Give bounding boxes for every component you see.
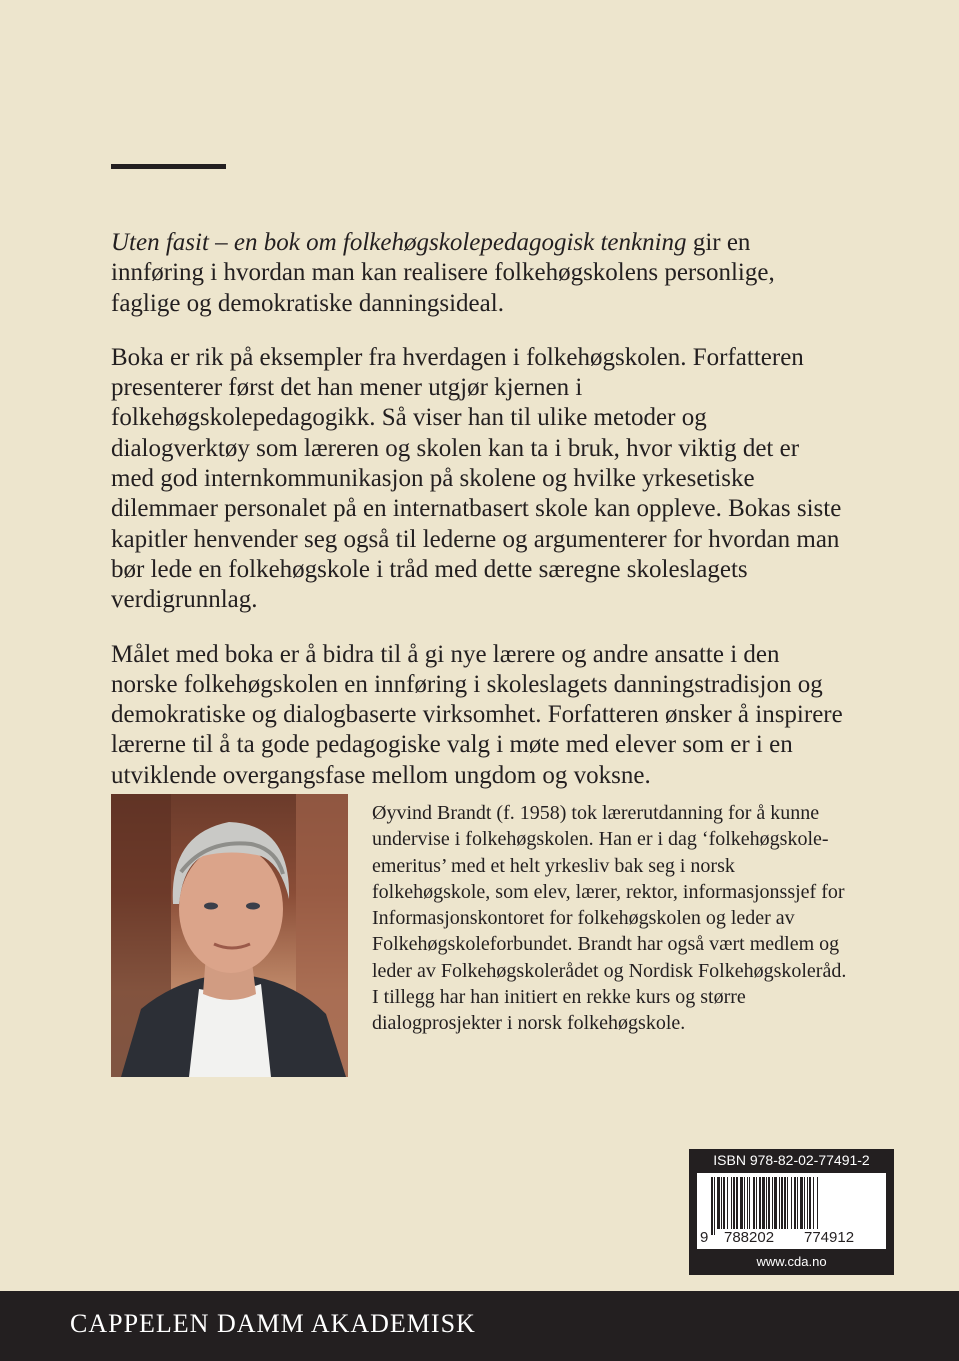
- barcode-bar: [714, 1177, 715, 1235]
- barcode-bar: [747, 1177, 748, 1229]
- barcode-bar: [723, 1177, 725, 1229]
- barcode-digits: [697, 1229, 886, 1249]
- barcode-digits-left: 788202: [724, 1229, 775, 1246]
- barcode-digit-first: 9: [700, 1229, 709, 1246]
- barcode-bar: [768, 1177, 770, 1229]
- blurb-paragraph-2: Boka er rik på eksempler fra hverdagen i folkehøgskolen. Forfatteren presenterer først det han mener utgjør kjernen i folkehøgskolepedagogikk. Så viser han til ulike metoder og dialogverktøy som læreren og skolen kan ta i bruk, hvor viktig det er med god internkommunikasjon på skolene og hvilke yrkesetiske dilemmaer personalet på en internatbasert skole kan oppleve. Bokas siste kapitler henvender seg også til lederne og argumenterer for hvordan man bør lede en folkehøgskole i tråd med dette særegne skoleslagets verdigrunnlag.: [111, 343, 842, 614]
- barcode-bar: [787, 1177, 788, 1229]
- barcode-bar: [736, 1177, 738, 1229]
- author-bio: Øyvind Brandt (f. 1958) tok lærerutdanning for å kunne undervise i folkehøgskolen. Han er i dag ‘folkehøgskole-emeritus’ med et helt yrkesliv bak seg i norsk folkehøgskole, som elev, lærer, rektor, informasjonssjef for Informasjonskontoret for folkehøgskolen og leder av Folkehøgskoleforbundet. Brandt har også vært medlem og leder av Folkehøgskolerådet og Nordisk Folkehøgskoleråd. I tillegg har han initiert en rekke kurs og større dialogprosjekter i norsk folkehøgskole.: [372, 802, 847, 1035]
- blurb-paragraph-1: [111, 228, 846, 319]
- barcode-bar: [762, 1177, 765, 1229]
- barcode-bar: [794, 1177, 796, 1229]
- barcode-bar: [781, 1177, 783, 1229]
- barcode: [697, 1173, 886, 1249]
- barcode-bar: [774, 1177, 777, 1229]
- barcode-bar: [804, 1177, 805, 1229]
- book-title-italic: Uten fasit – en bok om folkehøgskolepedagogisk tenkning: [111, 229, 687, 256]
- barcode-bar: [779, 1177, 780, 1229]
- author-photo: [111, 794, 348, 1077]
- publisher-url: www.cda.no: [756, 1254, 827, 1269]
- barcode-bar: [791, 1177, 792, 1229]
- barcode-bar: [711, 1177, 713, 1235]
- barcode-digits-right: 774912: [804, 1229, 855, 1246]
- barcode-bar: [772, 1177, 773, 1229]
- barcode-bar: [766, 1177, 767, 1235]
- barcode-bar: [749, 1177, 750, 1229]
- publisher-logo: CAPPELEN DAMM AKADEMISK: [70, 1309, 476, 1338]
- back-cover-blurb: [111, 228, 846, 815]
- barcode-bar: [753, 1177, 755, 1229]
- barcode-bar: [817, 1177, 818, 1235]
- barcode-bar: [756, 1177, 757, 1229]
- barcode-bar: [740, 1177, 743, 1229]
- isbn-barcode-block: [689, 1149, 894, 1275]
- blurb-paragraph-3: Målet med boka er å bidra til å gi nye lærere og andre ansatte i den norske folkehøgskolen en innføring i skoleslagets danningstradisjon og demokratiske og dialogbaserte virksomhet. Forfatteren ønsker å inspirere lærerne til å ta gode pedagogiske valg i møte med elever som er i en utviklende overgangsfase mellom ungdom og voksne.: [111, 640, 843, 789]
- barcode-bar: [759, 1177, 761, 1229]
- barcode-bar: [733, 1177, 735, 1229]
- blurb-paragraph-1-text: gir en innføring i hvordan man kan realisere folkehøgskolens personlige, faglige og demokratiske danningsideal.: [111, 229, 775, 317]
- barcode-bar: [717, 1177, 720, 1229]
- isbn-number: ISBN 978-82-02-77491-2: [713, 1152, 870, 1168]
- barcode-bar: [744, 1177, 745, 1229]
- decorative-rule: [111, 164, 226, 169]
- barcode-bars: [697, 1173, 886, 1235]
- barcode-bar: [731, 1177, 732, 1229]
- barcode-bar: [807, 1177, 808, 1229]
- barcode-bar: [800, 1177, 803, 1229]
- barcode-bar: [727, 1177, 728, 1229]
- publisher-footer: [0, 1291, 959, 1361]
- barcode-bar: [784, 1177, 786, 1229]
- barcode-bar: [813, 1177, 814, 1229]
- barcode-bar: [797, 1177, 798, 1229]
- barcode-bar: [809, 1177, 811, 1229]
- barcode-bar: [721, 1177, 722, 1229]
